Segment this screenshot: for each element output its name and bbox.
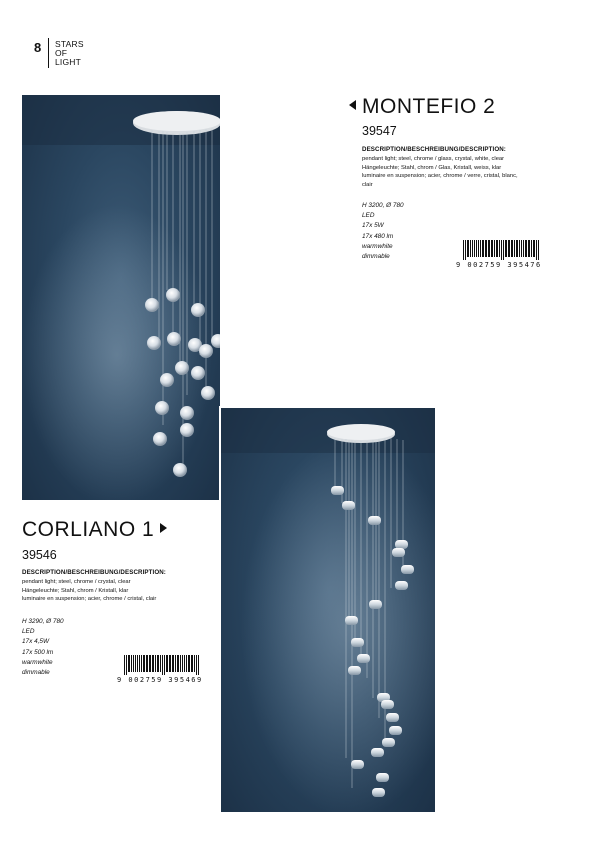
barcode-bar — [152, 655, 154, 672]
barcode-bar — [491, 240, 493, 257]
barcode-bar — [519, 240, 520, 257]
barcode-bar — [180, 655, 181, 672]
corliano-photo — [221, 408, 435, 812]
barcode-bar — [157, 655, 159, 672]
barcode-bar — [160, 655, 161, 672]
product-title-corliano — [22, 518, 167, 542]
barcode-icon — [124, 655, 202, 675]
barcode-bar — [478, 240, 479, 257]
barcode-bar — [533, 240, 535, 257]
spec-item: warmwhite — [22, 658, 53, 666]
barcode-bar — [137, 655, 138, 672]
barcode-bar — [149, 655, 151, 672]
barcode-bar — [143, 655, 145, 672]
barcode-bar — [175, 655, 176, 672]
barcode-bar — [162, 655, 163, 675]
spec-item: LED — [22, 628, 35, 636]
description-line: clair — [362, 181, 373, 188]
barcode-bar — [482, 240, 484, 257]
barcode-bar — [186, 655, 187, 672]
barcode-bar — [528, 240, 530, 257]
product-name: MONTEFIO 2 — [362, 95, 496, 118]
barcode-bar — [191, 655, 193, 672]
description-line: pendant light; steel, chrome / glass, crystal, white, clear — [362, 156, 505, 162]
barcode-bar — [521, 240, 522, 257]
barcode-bar — [508, 240, 510, 257]
barcode-bar — [128, 655, 130, 672]
spec-list — [22, 617, 64, 678]
product-code: 39546 — [22, 548, 57, 562]
barcode-bar — [494, 240, 495, 257]
barcode-bar — [196, 655, 197, 675]
barcode-bar — [523, 240, 524, 257]
product-name: CORLIANO 1 — [22, 518, 155, 541]
description-line: luminaire en suspension; acier, chrome / cristal, clair — [22, 596, 157, 603]
spec-item: dimmable — [362, 253, 390, 261]
barcode-bar — [194, 655, 195, 672]
spec-item: dimmable — [22, 669, 50, 677]
barcode-bar — [126, 655, 127, 675]
montefio-photo — [22, 95, 220, 500]
barcode-bar — [538, 240, 539, 260]
spec-item: H 3290, Ø 780 — [22, 618, 64, 625]
description-line: Hängeleuchte; Stahl, chrom / Glas, Kristall, weiss, klar — [362, 164, 502, 171]
spec-item: 17x 5W — [362, 222, 384, 230]
description-line: Hängeleuchte; Stahl, chrom / Kristall, klar — [22, 587, 129, 594]
barcode-bar — [476, 240, 477, 257]
barcode-bar — [141, 655, 142, 672]
barcode-bar — [146, 655, 148, 672]
description-heading: DESCRIPTION/BESCHREIBUNG/DESCRIPTION: — [22, 569, 166, 576]
spec-list — [362, 201, 404, 262]
pointer-right-icon — [160, 523, 167, 533]
barcode-bar — [505, 240, 507, 257]
barcode-bar — [164, 655, 165, 675]
barcode-bar — [536, 240, 537, 260]
product-title-montefio — [349, 95, 495, 119]
barcode-bar — [503, 240, 504, 260]
barcode-bar — [182, 655, 183, 672]
barcode-bar — [474, 240, 475, 257]
barcode-bar — [514, 240, 515, 257]
barcode-bar — [496, 240, 498, 257]
brand-line: LIGHT — [55, 57, 82, 67]
barcode-bar — [169, 655, 171, 672]
barcode-bar — [485, 240, 487, 257]
spec-item: 17x 4,5W — [22, 638, 49, 646]
barcode-bar — [131, 655, 132, 672]
barcode-bar — [177, 655, 179, 672]
barcode-bar — [501, 240, 502, 260]
barcode-bar — [470, 240, 471, 257]
pointer-left-icon — [349, 100, 356, 110]
barcode-bar — [499, 240, 500, 257]
barcode-bar — [133, 655, 134, 672]
barcode-bar — [155, 655, 156, 672]
barcode-bar — [511, 240, 513, 257]
product-code: 39547 — [362, 124, 397, 138]
barcode-bar — [467, 240, 469, 257]
barcode-bar — [525, 240, 527, 257]
header-divider — [48, 38, 49, 68]
barcode-bar — [188, 655, 190, 672]
barcode-bar — [472, 240, 473, 257]
barcode-number: 9 002759 395469 — [117, 676, 203, 684]
barcode-bar — [531, 240, 532, 257]
brand-line: OF — [55, 48, 68, 58]
description-heading: DESCRIPTION/BESCHREIBUNG/DESCRIPTION: — [362, 146, 506, 153]
barcode-bar — [463, 240, 464, 260]
barcode-bar — [124, 655, 125, 675]
barcode-bar — [465, 240, 466, 260]
spec-item: 17x 500 lm — [22, 648, 54, 656]
description-line: luminaire en suspension; acier, chrome / verre, cristal, blanc, — [362, 173, 518, 180]
brand-line: STARS — [55, 39, 84, 49]
spec-item: H 3200, Ø 780 — [362, 202, 404, 209]
barcode-bar — [166, 655, 168, 672]
description-text — [22, 578, 197, 604]
brand-label — [55, 40, 84, 67]
barcode-bar — [172, 655, 174, 672]
description-line: pendant light; steel, chrome / crystal, clear — [22, 579, 131, 585]
barcode-bar — [198, 655, 199, 675]
description-text — [362, 155, 537, 189]
barcode-bar — [135, 655, 136, 672]
barcode-bar — [480, 240, 481, 257]
spec-item: LED — [362, 212, 375, 220]
page-number: 8 — [34, 40, 42, 55]
barcode-number: 9 002759 395476 — [456, 261, 542, 269]
barcode-bar — [139, 655, 140, 672]
barcode-bar — [516, 240, 518, 257]
barcode-bar — [488, 240, 490, 257]
barcode-icon — [463, 240, 541, 260]
spec-item: 17x 480 lm — [362, 232, 394, 240]
spec-item: warmwhite — [362, 242, 393, 250]
barcode-bar — [184, 655, 185, 672]
